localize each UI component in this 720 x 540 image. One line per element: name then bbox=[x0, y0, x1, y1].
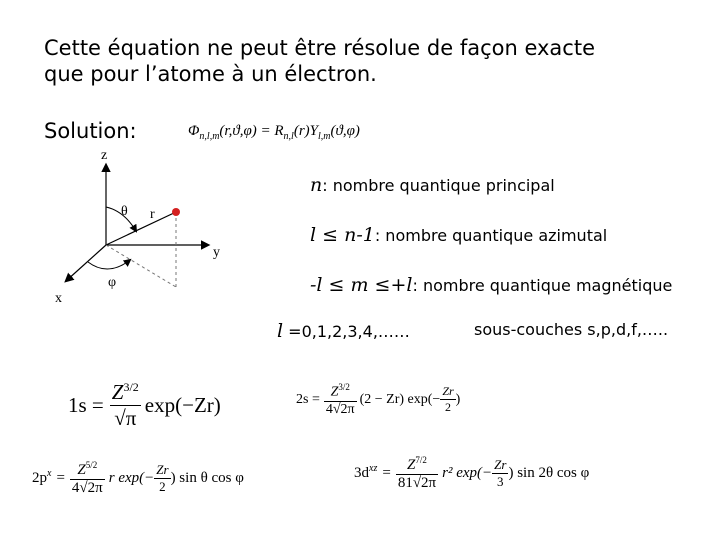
orbital-2s-exp-den: 2 bbox=[445, 400, 451, 415]
wf-angular-sub: l,m bbox=[318, 131, 331, 142]
orbital-3dxz-formula bbox=[354, 455, 589, 492]
orbital-3dxz-exp-fraction bbox=[492, 457, 508, 490]
magnetic-quantum-number bbox=[310, 274, 672, 296]
orbital-2px-num: Z bbox=[77, 462, 86, 478]
orbital-2s-exp: 3/2 bbox=[338, 382, 350, 392]
orbital-1s-den: √π bbox=[114, 406, 137, 430]
phi-label: φ bbox=[108, 275, 117, 290]
wf-angular: Y bbox=[309, 123, 318, 139]
subshell-values: =0,1,2,3,4,…… bbox=[283, 322, 410, 341]
principal-quantum-number bbox=[310, 174, 555, 196]
orbital-3dxz-label: 3d bbox=[354, 465, 369, 481]
orbital-2s-exp-num: Zr bbox=[442, 384, 454, 399]
orbital-2px-exp: 5/2 bbox=[85, 460, 98, 470]
orbital-2s-num: Z bbox=[330, 384, 339, 400]
spherical-coordinates-diagram bbox=[50, 145, 240, 305]
orbital-2s-label: 2s = bbox=[296, 391, 320, 407]
orbital-3dxz-eq: = bbox=[382, 465, 391, 481]
wavefunction-formula bbox=[188, 123, 360, 142]
orbital-3dxz-close: ) sin 2θ cos φ bbox=[508, 465, 590, 481]
subshell-line bbox=[277, 320, 410, 342]
magnetic-symbol: -l ≤ m ≤+l bbox=[310, 274, 413, 296]
orbital-3dxz-sub: xz bbox=[369, 463, 378, 474]
orbital-2s-den: 4√2π bbox=[325, 401, 355, 417]
intro-text bbox=[44, 35, 595, 87]
principal-text: : nombre quantique principal bbox=[322, 176, 555, 195]
phi-arc bbox=[88, 260, 130, 269]
orbital-1s-fraction bbox=[110, 380, 141, 431]
projection-line-xy bbox=[106, 245, 176, 287]
orbital-2px-den: 4√2π bbox=[71, 480, 103, 496]
wf-lhs: Φ bbox=[188, 123, 200, 139]
azimuthal-symbol: l ≤ n-1 bbox=[310, 224, 375, 246]
z-label: z bbox=[101, 148, 108, 163]
orbital-2px-close: ) sin θ cos φ bbox=[170, 470, 244, 486]
orbital-1s-formula bbox=[68, 380, 221, 431]
orbital-2s-formula bbox=[296, 382, 460, 418]
r-label: r bbox=[150, 207, 155, 222]
orbital-1s-exp: 3/2 bbox=[123, 380, 139, 394]
orbital-2px-formula bbox=[32, 460, 244, 497]
orbital-2px-sub: x bbox=[47, 468, 52, 479]
orbital-3dxz-den: 81√2π bbox=[397, 475, 437, 491]
orbital-2s-close: ) bbox=[455, 391, 461, 407]
point-marker bbox=[172, 208, 180, 216]
orbital-1s-tail: exp(−Zr) bbox=[144, 393, 221, 417]
subshell-symbol: l bbox=[277, 320, 284, 342]
orbital-3dxz-fraction bbox=[396, 455, 438, 492]
orbital-2px-exp-fraction bbox=[154, 462, 170, 495]
wf-lhs-args: (r,ϑ,φ) = bbox=[219, 123, 271, 139]
orbital-2px-exp-den: 2 bbox=[159, 479, 166, 494]
theta-label: θ bbox=[121, 204, 128, 219]
wf-radial-arg: (r) bbox=[293, 123, 310, 139]
principal-symbol: n bbox=[310, 174, 323, 196]
wf-radial: R bbox=[274, 123, 284, 139]
orbital-2px-factor: r exp(− bbox=[108, 470, 155, 486]
azimuthal-text: : nombre quantique azimutal bbox=[374, 226, 608, 245]
solution-label: Solution: bbox=[44, 119, 137, 143]
x-label: x bbox=[55, 291, 62, 305]
wf-lhs-sub: n,l,m bbox=[199, 131, 220, 142]
orbital-3dxz-exp-num: Zr bbox=[494, 457, 507, 472]
intro-line-1: Cette équation ne peut être résolue de façon exacte bbox=[44, 36, 596, 60]
wf-angular-args: (ϑ,φ) bbox=[330, 123, 360, 139]
orbital-3dxz-exp: 7/2 bbox=[415, 455, 427, 465]
wf-radial-sub: n,l bbox=[283, 131, 294, 142]
orbital-1s-num: Z bbox=[111, 380, 124, 404]
r-vector bbox=[106, 212, 176, 245]
orbital-3dxz-exp-den: 3 bbox=[497, 474, 504, 489]
intro-line-2: que pour l’atome à un électron. bbox=[44, 62, 377, 86]
y-label: y bbox=[213, 245, 220, 260]
azimuthal-quantum-number bbox=[310, 224, 607, 246]
orbital-2s-exp-fraction bbox=[440, 384, 455, 415]
orbital-2s-factor: (2 − Zr) exp(− bbox=[359, 391, 441, 407]
subshell-text: sous-couches s,p,d,f,….. bbox=[474, 320, 669, 339]
orbital-1s-label: 1s = bbox=[68, 393, 104, 417]
orbital-2px-fraction bbox=[70, 460, 105, 497]
orbital-2s-fraction bbox=[324, 382, 357, 418]
orbital-3dxz-factor: r² exp(− bbox=[442, 465, 493, 481]
orbital-3dxz-num: Z bbox=[407, 457, 416, 473]
x-axis bbox=[66, 245, 106, 281]
magnetic-text: : nombre quantique magnétique bbox=[412, 276, 673, 295]
orbital-2px-label: 2p bbox=[32, 470, 47, 486]
orbital-2px-exp-num: Zr bbox=[156, 462, 169, 477]
orbital-2px-eq: = bbox=[56, 470, 65, 486]
